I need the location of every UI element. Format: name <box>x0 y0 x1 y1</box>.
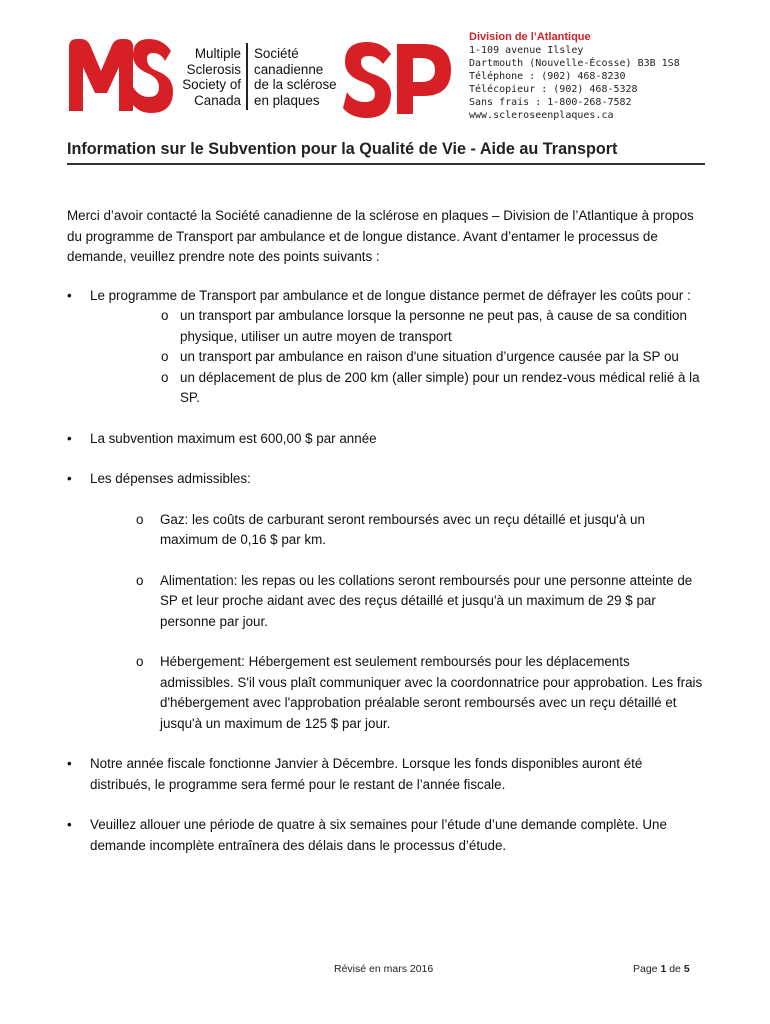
bullet-text: La subvention maximum est 600,00 $ par année <box>90 430 377 446</box>
page-label: Page <box>633 963 658 975</box>
page-number <box>633 963 690 975</box>
website: www.scleroseenplaques.ca <box>469 110 614 121</box>
total-pages: 5 <box>683 963 690 975</box>
street-address: 1-109 avenue Ilsley <box>469 45 584 56</box>
bullet-item <box>67 469 705 734</box>
tollfree-number: Sans frais : 1-800-268-7582 <box>469 97 632 108</box>
sub-item-text: Alimentation: les repas ou les collations seront remboursés pour une personne atteinte de SP et leur proche aidant avec des reçus détaillé et jusqu'à un maximum de 29 $ par personne par jour. <box>160 572 693 629</box>
sub-item <box>90 347 705 368</box>
document-body <box>67 206 705 876</box>
sub-item-text: un déplacement de plus de 200 km (aller simple) pour un rendez-vous médical relié à la SP. <box>180 369 700 405</box>
logo-en-line: Sclerosis <box>186 61 241 77</box>
sub-item <box>90 510 705 551</box>
sub-list <box>90 510 705 735</box>
intro-paragraph: Merci d’avoir contacté la Société canadienne de la sclérose en plaques – Division de l’Atlantique à propos du programme de Transport par ambulance et de longue distance. Avant d’entamer le processus de demande, veuillez prendre note des points suivants : <box>67 208 694 264</box>
logo-en-line: Multiple <box>194 46 241 61</box>
bullet-text: Veuillez allouer une période de quatre à six semaines pour l’étude d’une demande complète. Une demande incomplète entraînera des délais dans le processus d’étude. <box>90 817 667 853</box>
sub-item <box>90 306 705 347</box>
sub-item-text: un transport par ambulance en raison d'une situation d’urgence causée par la SP ou <box>180 349 679 364</box>
sub-item-text: Gaz: les coûts de carburant seront remboursés avec un reçu détaillé et jusqu'à un maximum de 0,16 $ par km. <box>160 511 645 547</box>
logo-english-name <box>179 46 241 108</box>
bullet-text: Le programme de Transport par ambulance et de longue distance permet de défrayer les coûts pour : <box>90 287 691 303</box>
current-page: 1 <box>660 963 667 975</box>
bullet-glyph: • <box>67 287 72 303</box>
logo-fr-line: canadienne <box>254 61 324 77</box>
sub-item-text: Hébergement: Hébergement est seulement remboursés pour les déplacements admissibles. S'il vous plaît communiquer avec la coordonnatrice pour approbation. Les frais d'hébergement avec l'approbation préalable seront remboursés avec un reçu détaillé et jusqu'à un maximum de 125 $ par jour. <box>160 654 703 731</box>
bullet-item <box>67 754 705 795</box>
logo-en-line: Society of <box>182 77 241 92</box>
sub-bullet-glyph: o <box>136 572 144 588</box>
city-address: Dartmouth (Nouvelle-Écosse) B3B 1S8 <box>469 58 680 69</box>
sub-bullet-glyph: o <box>136 654 144 669</box>
bullet-text: Les dépenses admissibles: <box>90 471 251 486</box>
bullet-item <box>67 815 705 856</box>
bullet-text: Notre année fiscale fonctionne Janvier à Décembre. Lorsque les fonds disponibles auront été distribués, le programme sera fermé pour le restant de l’année fiscale. <box>90 756 643 792</box>
logo-divider <box>246 43 248 110</box>
bullet-glyph: • <box>67 471 72 486</box>
bullet-item <box>67 286 705 409</box>
ms-logo <box>67 35 175 115</box>
division-name: Division de l’Atlantique <box>469 31 591 43</box>
phone-number: Téléphone : (902) 468-8230 <box>469 71 626 82</box>
sub-bullet-glyph: o <box>161 349 169 364</box>
sub-bullet-glyph: o <box>161 369 169 385</box>
sub-item <box>90 571 705 633</box>
sub-item <box>90 368 705 409</box>
sub-list <box>90 306 705 409</box>
sp-logo <box>341 38 455 118</box>
logo-fr-line: de la sclérose <box>254 77 337 92</box>
logo-en-line: Canada <box>194 92 241 108</box>
bullet-glyph: • <box>67 817 72 832</box>
fax-number: Télécopieur : (902) 468-5328 <box>469 84 638 95</box>
bullet-item <box>67 429 705 450</box>
of-label: de <box>669 963 681 975</box>
address-block <box>469 31 759 122</box>
sub-item <box>90 652 705 734</box>
logo-fr-line: en plaques <box>254 92 320 108</box>
bullet-glyph: • <box>67 430 72 446</box>
logo-french-name <box>254 46 344 108</box>
logo-fr-line: Société <box>254 46 299 61</box>
title-underline <box>67 163 705 165</box>
sub-bullet-glyph: o <box>136 511 144 527</box>
sub-bullet-glyph: o <box>161 308 169 323</box>
revision-date: Révisé en mars 2016 <box>334 963 434 975</box>
bullet-glyph: • <box>67 756 72 771</box>
document-title: Information sur le Subvention pour la Qualité de Vie - Aide au Transport <box>67 140 618 158</box>
sub-item-text: un transport par ambulance lorsque la personne ne peut pas, à cause de sa condition physique, utiliser un autre moyen de transport <box>180 308 687 344</box>
